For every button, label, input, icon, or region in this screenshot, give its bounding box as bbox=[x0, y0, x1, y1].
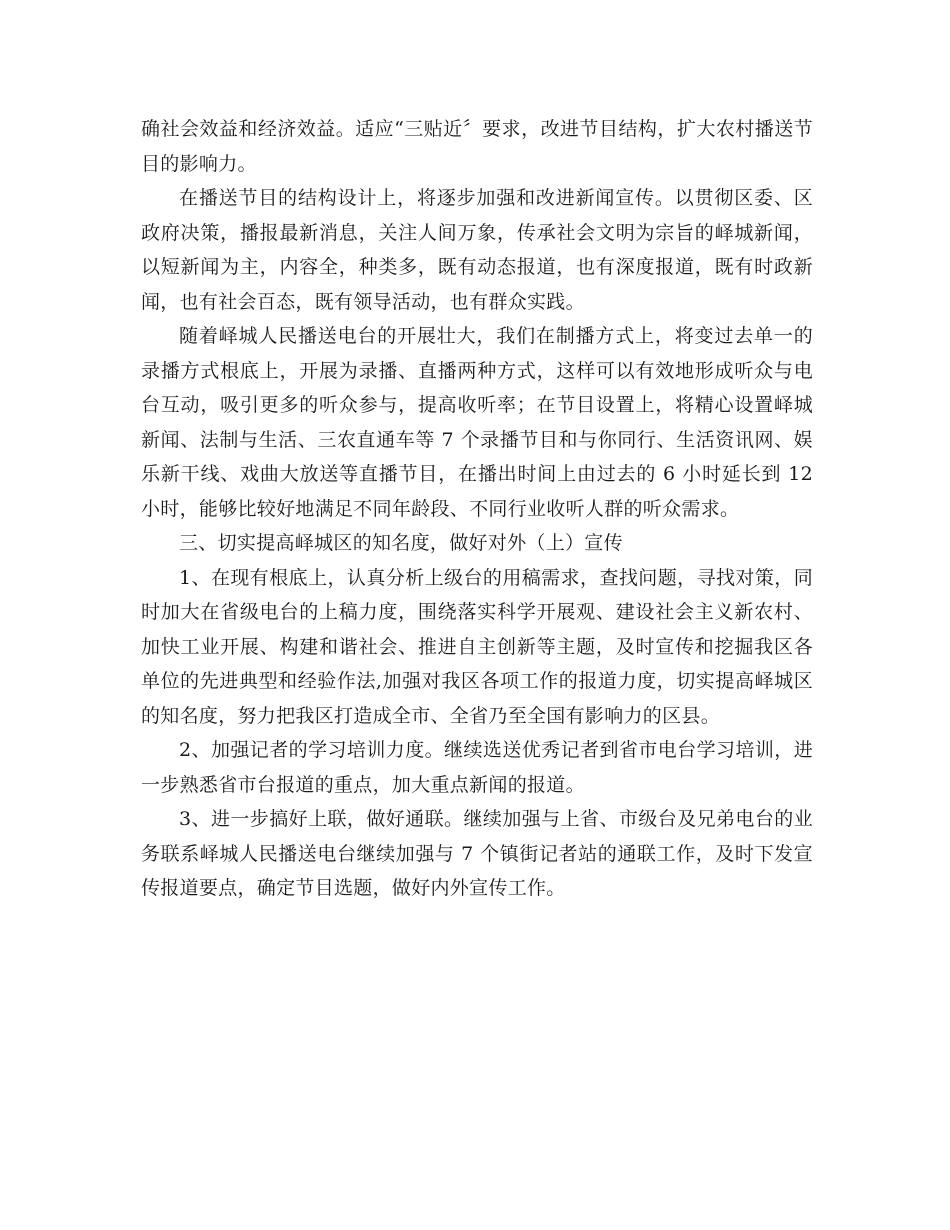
paragraph-1: 确社会效益和经济效益。适应“三贴近〞要求，改进节目结构，扩大农村播送节目的影响力。 bbox=[141, 118, 813, 175]
section-heading-3: 三、切实提高峄城区的知名度，做好对外（上）宣传 bbox=[179, 532, 623, 554]
paragraph-2: 在播送节目的结构设计上，将逐步加强和改进新闻宣传。以贯彻区委、区政府决策，播报最新消息，关注人间万象，传承社会文明为宗旨的峄城新闻，以短新闻为主，内容全，种类多，既有动态报道，也有深度报道，既有时政新闻，也有社会百态，既有领导活动，也有群众实践。 bbox=[141, 187, 813, 313]
paragraph-item-2: 2、加强记者的学习培训力度。继续选送优秀记者到省市电台学习培训，进一步熟悉省市台报道的重点，加大重点新闻的报道。 bbox=[141, 739, 813, 796]
paragraph-item-3: 3、进一步搞好上联，做好通联。继续加强与上省、市级台及兄弟电台的业务联系峄城人民播送电台继续加强与 7 个镇街记者站的通联工作，及时下发宣传报道要点，确定节目选题，做好内外宣传工作。 bbox=[141, 808, 813, 899]
paragraph-3: 随着峄城人民播送电台的开展壮大，我们在制播方式上，将变过去单一的录播方式根底上，开展为录播、直播两种方式，这样可以有效地形成听众与电台互动，吸引更多的听众参与，提高收听率；在节目设置上，将精心设置峄城新闻、法制与生活、三农直通车等 7 个录播节目和与你同行、生活资讯网、娱乐新干线、戏曲大放送等直播节目，在播出时间上由过去的 6 小时延长到 12 小时，能够比较好地满足不同年龄段、不同行业收听人群的听众需求。 bbox=[141, 325, 813, 520]
document-body bbox=[141, 112, 813, 906]
paragraph-item-1: 1、在现有根底上，认真分析上级台的用稿需求，查找问题，寻找对策，同时加大在省级电台的上稿力度，围绕落实科学开展观、建设社会主义新农村、加快工业开展、构建和谐社会、推进自主创新等主题，及时宣传和挖掘我区各单位的先进典型和经验作法,加强对我区各项工作的报道力度，切实提高峄城区的知名度，努力把我区打造成全市、全省乃至全国有影响力的区县。 bbox=[141, 566, 813, 727]
